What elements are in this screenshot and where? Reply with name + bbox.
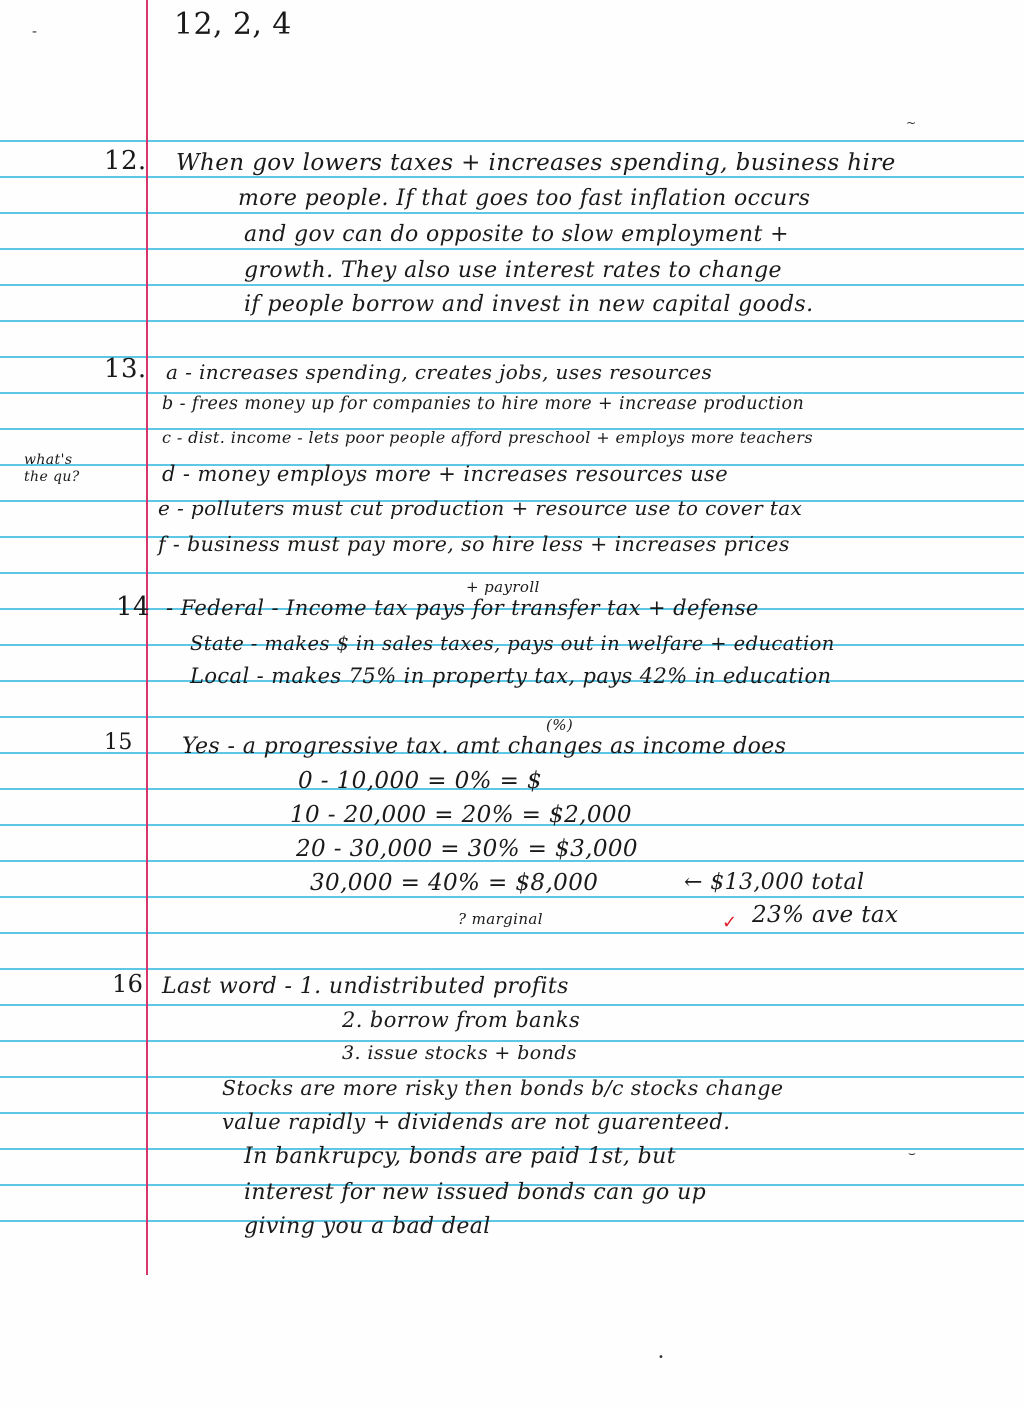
q16-line-8: giving you a bad deal — [244, 1214, 491, 1239]
q12-line-5: if people borrow and invest in new capital goods. — [244, 292, 814, 317]
q15-average-tax: 23% ave tax — [752, 902, 899, 928]
q13-line-c: c - dist. income - lets poor people afford preschool + employs more teachers — [162, 428, 813, 447]
q12-line-1: When gov lowers taxes + increases spending, business hire — [176, 150, 896, 176]
q12-line-2: more people. If that goes too fast inflation occurs — [238, 186, 811, 211]
q14-line-federal: - Federal - Income tax pays for transfer tax + defense — [166, 596, 759, 620]
margin-note: what's the qu? — [24, 452, 80, 485]
q16-line-4: Stocks are more risky then bonds b/c stocks change — [222, 1076, 784, 1100]
q14-insert: + payroll — [466, 578, 540, 596]
q13-line-f: f - business must pay more, so hire less + increases prices — [158, 532, 790, 556]
q13-line-a: a - increases spending, creates jobs, uses resources — [166, 360, 713, 384]
question-number-14: 14 — [116, 592, 150, 622]
q12-line-4: growth. They also use interest rates to change — [244, 258, 782, 283]
q13-line-e: e - polluters must cut production + resource use to cover tax — [158, 496, 803, 520]
q14-line-local: Local - makes 75% in property tax, pays 42% in education — [190, 664, 832, 688]
q15-bracket-4: 30,000 = 40% = $8,000 — [310, 870, 599, 896]
q12-line-3: and gov can do opposite to slow employment + — [244, 222, 789, 247]
q16-line-5: value rapidly + dividends are not guarenteed. — [222, 1110, 731, 1134]
q15-total: ← $13,000 total — [684, 870, 865, 895]
q16-line-1: Last word - 1. undistributed profits — [162, 974, 569, 999]
question-number-16: 16 — [112, 970, 144, 998]
q15-marginal: ? marginal — [458, 910, 543, 928]
pencil-mark: ~ — [906, 116, 917, 130]
pencil-mark: • — [658, 1352, 664, 1363]
pencil-mark: ⌣ — [908, 1146, 916, 1160]
q15-percent-insert: (%) — [546, 716, 574, 734]
q13-line-b: b - frees money up for companies to hire more + increase production — [162, 394, 805, 414]
question-number-15: 15 — [104, 730, 133, 755]
q14-line-state: State - makes $ in sales taxes, pays out in welfare + education — [190, 632, 835, 655]
q16-line-3: 3. issue stocks + bonds — [342, 1042, 577, 1064]
pencil-mark: - — [32, 24, 38, 40]
q15-line-1: Yes - a progressive tax. amt changes as income does — [182, 734, 787, 759]
q16-line-2: 2. borrow from banks — [342, 1008, 581, 1032]
question-number-12: 12. — [104, 146, 147, 176]
q13-line-d: d - money employs more + increases resources use — [162, 462, 729, 486]
page-title: 12, 2, 4 — [174, 7, 292, 42]
q16-line-7: interest for new issued bonds can go up — [244, 1180, 707, 1205]
q15-bracket-1: 0 - 10,000 = 0% = $ — [298, 768, 543, 794]
q15-bracket-2: 10 - 20,000 = 20% = $2,000 — [290, 802, 632, 828]
margin-line — [146, 0, 148, 1275]
q16-line-6: In bankrupcy, bonds are paid 1st, but — [244, 1144, 676, 1169]
q15-bracket-3: 20 - 30,000 = 30% = $3,000 — [296, 836, 638, 862]
question-number-13: 13. — [104, 354, 147, 384]
red-check-icon: ✓ — [722, 912, 738, 933]
